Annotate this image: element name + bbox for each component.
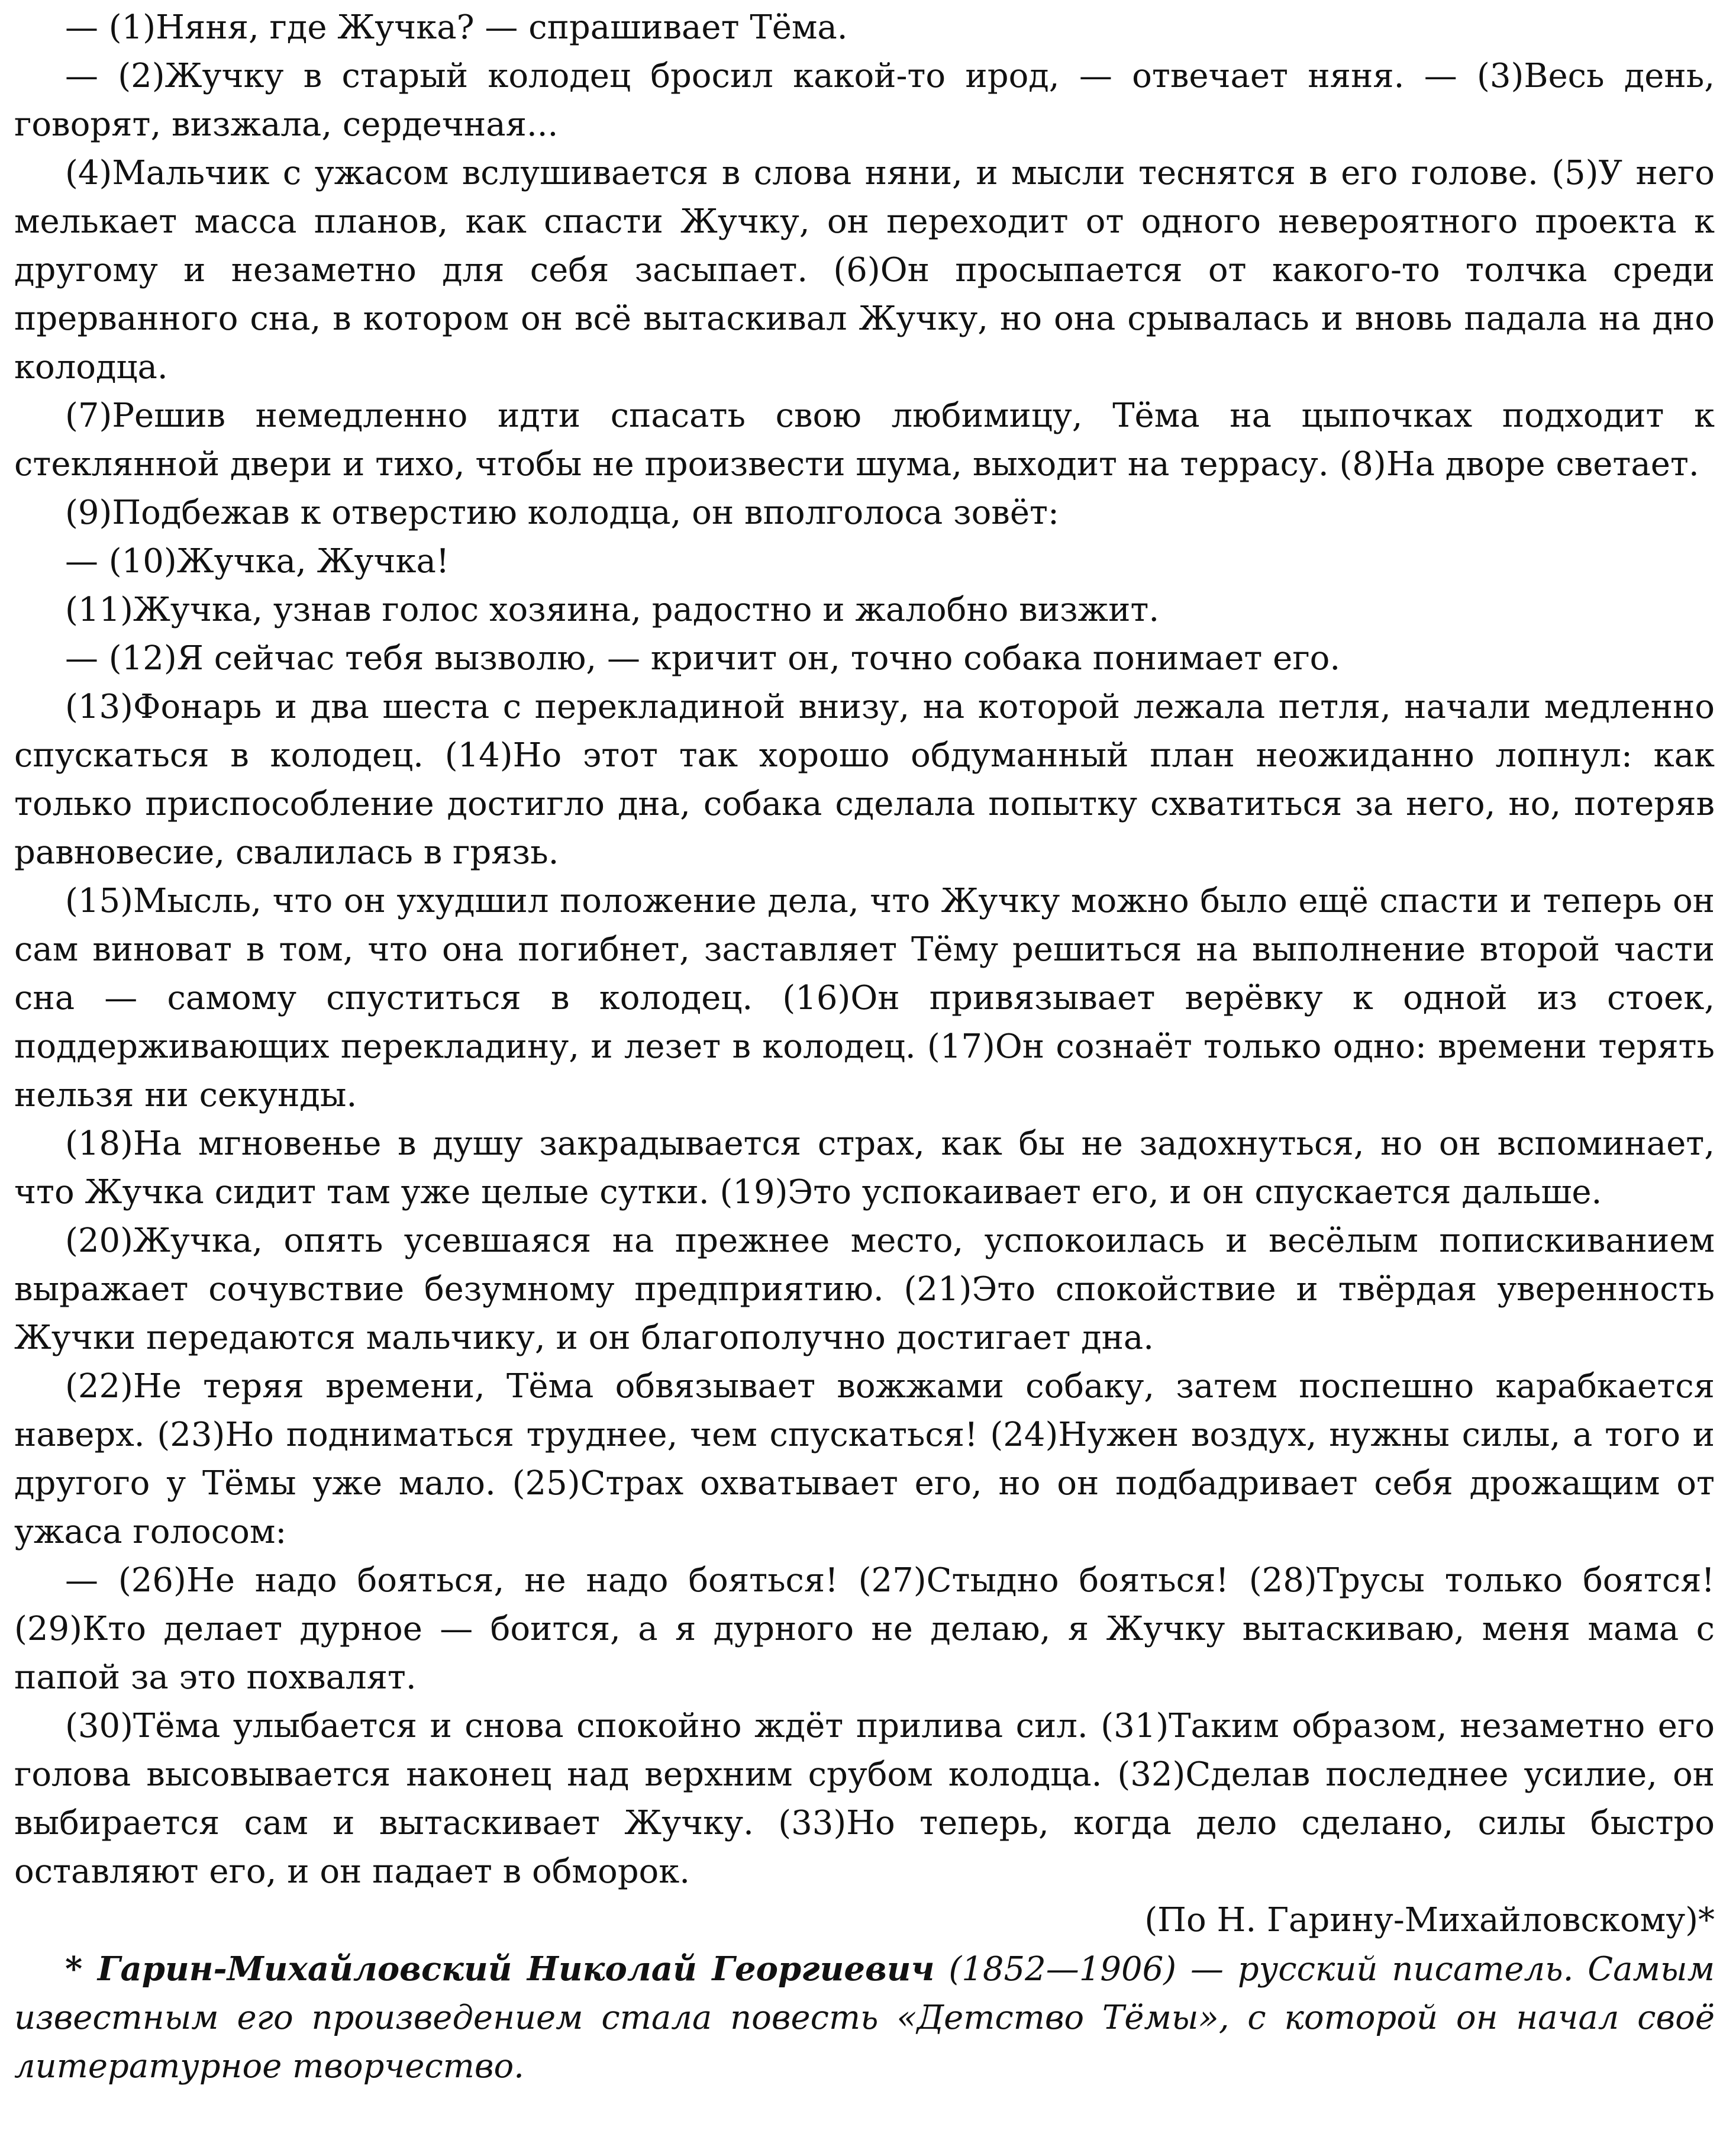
- paragraph-13: (22)Не теряя времени, Тёма обвязывает вожжами собаку, затем поспешно карабкается наверх. (23)Но подниматься труднее, чем спускаться! (24)Нужен воздух, нужны силы, а того и другого у Тёмы уже мало. (25)Страх охватывает его, но он подбадривает себя дрожащим от ужаса голосом:: [14, 1367, 1715, 1551]
- paragraph-11: (18)На мгновенье в душу закрадывается страх, как бы не задохнуться, но он вспоминает, что Жучка сидит там уже целые сутки. (19)Это успокаивает его, и он спускается дальше.: [14, 1124, 1715, 1211]
- paragraph-5: (9)Подбежав к отверстию колодца, он вполголоса зовёт:: [65, 494, 1059, 532]
- paragraph-7: (11)Жучка, узнав голос хозяина, радостно и жалобно визжит.: [65, 591, 1160, 629]
- source-attribution: (По Н. Гарину-Михайловскому)*: [1144, 1901, 1715, 1939]
- paragraph-9: (13)Фонарь и два шеста с перекладиной внизу, на которой лежала петля, начали медленно спускаться в колодец. (14)Но этот так хорошо обдуманный план неожиданно лопнул: как только приспособление достигло дна, собака сделала попытку схватиться за него, но, потеряв равновесие, свалилась в грязь.: [14, 688, 1715, 872]
- paragraph-2: — (2)Жучку в старый колодец бросил какой-то ирод, — отвечает няня. — (3)Весь день, говорят, визжала, сердечная...: [14, 57, 1715, 144]
- author-footnote: [14, 1945, 1715, 2091]
- paragraph-1: — (1)Няня, где Жучка? — спрашивает Тёма.: [65, 8, 848, 47]
- paragraph-15: (30)Тёма улыбается и снова спокойно ждёт прилива сил. (31)Таким образом, незаметно его голова высовывается наконец над верхним срубом колодца. (32)Сделав последнее усилие, он выбирается сам и вытаскивает Жучку. (33)Но теперь, когда дело сделано, силы быстро оставляют его, и он падает в обморок.: [14, 1707, 1715, 1891]
- paragraph-12: (20)Жучка, опять усевшаяся на прежнее место, успокоилась и весёлым попискиванием выражает сочувствие безумному предприятию. (21)Это спокойствие и твёрдая уверенность Жучки передаются мальчику, и он благополучно достигает дна.: [14, 1222, 1715, 1357]
- paragraph-10: (15)Мысль, что он ухудшил положение дела, что Жучку можно было ещё спасти и теперь он сам виноват в том, что она погибнет, заставляет Тёму решиться на выполнение второй части сна — самому спуститься в колодец. (16)Он привязывает верёвку к одной из стоек, поддерживающих перекладину, и лезет в колодец. (17)Он сознаёт только одно: времени терять нельзя ни секунды.: [14, 882, 1715, 1114]
- paragraph-4: (7)Решив немедленно идти спасать свою любимицу, Тёма на цыпочках подходит к стеклянной двери и тихо, чтобы не произвести шума, выходит на террасу. (8)На дворе светает.: [14, 397, 1715, 484]
- footnote-author-name: * Гарин-Михайловский Николай Георгиевич: [65, 1949, 935, 1989]
- paragraph-14: — (26)Не надо бояться, не надо бояться! (27)Стыдно бояться! (28)Трусы только боятся! (29)Кто делает дурное — боится, а я дурного не делаю, я Жучку вытаскиваю, меня мама с папой за это похвалят.: [14, 1561, 1715, 1697]
- paragraph-6: — (10)Жучка, Жучка!: [65, 542, 450, 581]
- paragraph-8: — (12)Я сейчас тебя вызволю, — кричит он, точно собака понимает его.: [65, 639, 1341, 678]
- paragraph-3: (4)Мальчик с ужасом вслушивается в слова няни, и мысли теснятся в его голове. (5)У него мелькает масса планов, как спасти Жучку, он переходит от одного невероятного проекта к другому и незаметно для себя засыпает. (6)Он просыпается от какого-то толчка среди прерванного сна, в котором он всё вытаскивал Жучку, но она срывалась и вновь падала на дно колодца.: [14, 154, 1715, 386]
- footnote-text: (1852—1906) — русский писатель. Самым известным его произведением стала повесть «Детство Тёмы», с которой он начал своё литературное творчество.: [14, 1950, 1715, 2086]
